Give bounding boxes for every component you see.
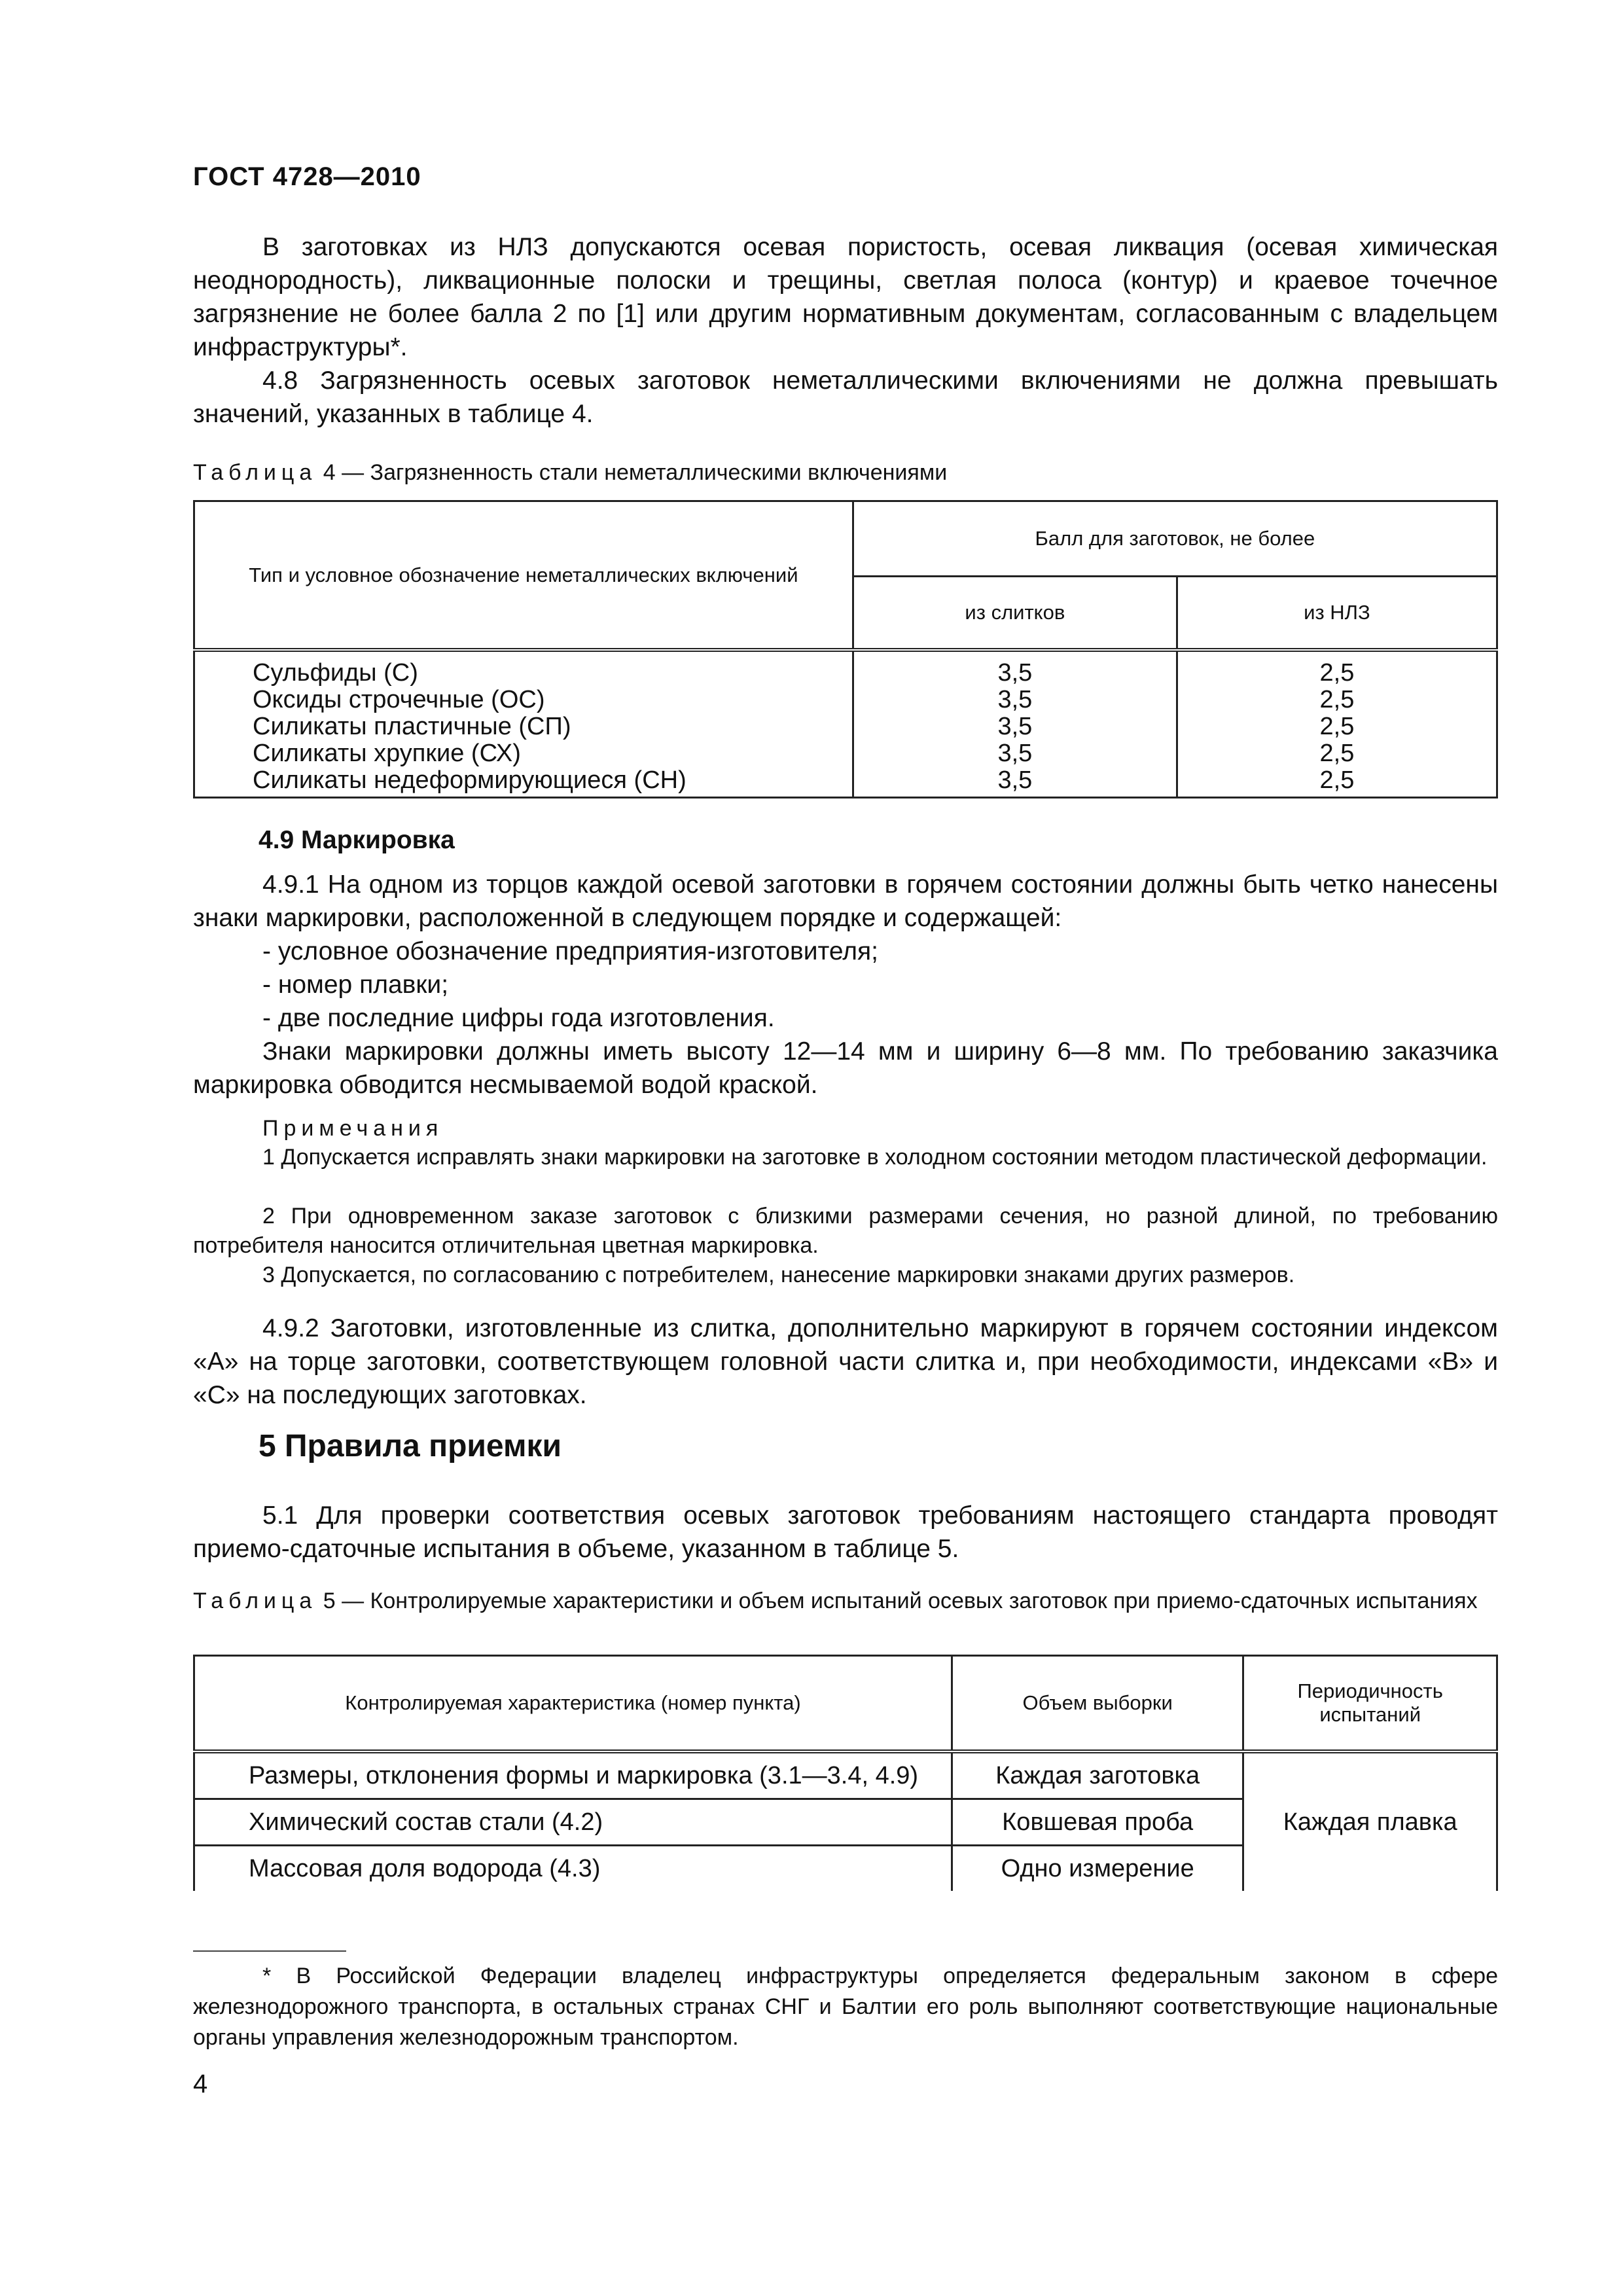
table-row-char: Размеры, отклонения формы и маркировка (3.1—3.4, 4.9) [194, 1751, 952, 1799]
note-2: 2 При одновременном заказе заготовок с близкими размерами сечения, но разной длиной, по требованию потребителя наносится отличительная цветная маркировка. [193, 1204, 1498, 1258]
table5-caption-prefix: Таблица [193, 1588, 317, 1613]
note-1: 1 Допускается исправлять знаки маркировки на заготовке в холодном состоянии методом пластической деформации. [262, 1145, 1488, 1170]
document-header: ГОСТ 4728—2010 [193, 162, 421, 191]
paragraph-4-9-1: 4.9.1 На одном из торцов каждой осевой заготовки в горячем состоянии должны быть четко нанесены знаки маркировки, расположенной в следующем порядке и содержащей: [193, 870, 1498, 932]
table-row-name: Сульфиды (С) [253, 659, 418, 687]
paragraph-5-1: 5.1 Для проверки соответствия осевых заготовок требованиям настоящего стандарта проводят приемо-сдаточные испытания в объеме, указанном в таблице 5. [193, 1501, 1498, 1563]
table4-caption-prefix: Таблица [193, 460, 317, 485]
footnote-divider [193, 1950, 346, 1952]
table-cell-nlz: 2,5 [1319, 740, 1355, 767]
table-cell-nlz: 2,5 [1319, 686, 1355, 713]
footnote: * В Российской Федерации владелец инфраструктуры определяется федеральным законом в сфере железнодорожного транспорта, в остальных странах СНГ и Балтии его роль выполняют соответствующие национальные органы управления железнодорожным транспортом. [193, 1964, 1498, 2050]
table-cell-nlz: 2,5 [1319, 659, 1355, 687]
list-item: - две последние цифры года изготовления. [262, 1004, 775, 1032]
table-cell-ingot: 3,5 [997, 686, 1033, 713]
page-number: 4 [193, 2070, 208, 2098]
paragraph-4-9-1-b: Знаки маркировки должны иметь высоту 12—14 мм и ширину 6—8 мм. По требованию заказчика маркировка обводится несмываемой водой краской. [193, 1037, 1498, 1099]
table4-nlz-values [1177, 650, 1497, 798]
table5-period-value: Каждая плавка [1243, 1751, 1497, 1891]
table-row-char: Массовая доля водорода (4.3) [194, 1846, 952, 1892]
table-cell-volume: Одно измерение [952, 1846, 1243, 1892]
section-5-title: 5 Правила приемки [259, 1429, 562, 1463]
intro-paragraph: В заготовках из НЛЗ допускаются осевая пористость, осевая ликвация (осевая химическая неоднородность), ликвационные полоски и трещины, светлая полоса (контур) и краевое точечное загрязнение не более балла 2 по [1] или другим нормативным документам, согласованным с владельцем инфраструктуры*. [193, 233, 1498, 361]
table-4 [193, 500, 1498, 798]
notes-title: Примечания [262, 1116, 444, 1141]
table4-header-type: Тип и условное обозначение неметаллических включений [194, 501, 853, 651]
table-row-name: Оксиды строчечные (ОС) [253, 686, 545, 713]
table-5 [193, 1655, 1498, 1891]
section-4-9-title: 4.9 Маркировка [259, 826, 455, 854]
list-item: - условное обозначение предприятия-изготовителя; [262, 937, 879, 965]
table4-caption [193, 458, 1498, 487]
table5-header-char: Контролируемая характеристика (номер пункта) [194, 1656, 952, 1752]
table-row-name: Силикаты недеформирующиеся (СН) [253, 766, 687, 794]
table-row-char: Химический состав стали (4.2) [194, 1799, 952, 1846]
list-item: - номер плавки; [262, 971, 449, 999]
paragraph-4-9-2: 4.9.2 Заготовки, изготовленные из слитка, дополнительно маркируют в горячем состоянии индексом «А» на торце заготовки, соответствующем головной части слитка и, при необходимости, индексами «В» и «С» на последующих заготовках. [193, 1314, 1498, 1409]
table-row-name: Силикаты пластичные (СП) [253, 713, 571, 740]
table-cell-volume: Каждая заготовка [952, 1751, 1243, 1799]
note-3: 3 Допускается, по согласованию с потребителем, нанесение маркировки знаками других размеров. [262, 1263, 1295, 1287]
table4-header-ingot: из слитков [853, 577, 1177, 651]
table5-caption-text: 5 — Контролируемые характеристики и объем испытаний осевых заготовок при приемо-сдаточных испытаниях [317, 1588, 1478, 1613]
table-cell-ingot: 3,5 [997, 659, 1033, 687]
table-cell-nlz: 2,5 [1319, 766, 1355, 794]
table-cell-volume: Ковшевая проба [952, 1799, 1243, 1846]
table4-names [194, 650, 853, 798]
table-cell-ingot: 3,5 [997, 740, 1033, 767]
table4-ingot-values [853, 650, 1177, 798]
table5-caption [193, 1587, 1498, 1615]
table4-header-ball: Балл для заготовок, не более [853, 501, 1497, 577]
table4-caption-text: 4 — Загрязненность стали неметаллическими включениями [317, 460, 948, 485]
table-cell-nlz: 2,5 [1319, 713, 1355, 740]
table-row-name: Силикаты хрупкие (СХ) [253, 740, 521, 767]
table5-header-volume: Объем выборки [952, 1656, 1243, 1752]
table-cell-ingot: 3,5 [997, 766, 1033, 794]
table-cell-ingot: 3,5 [997, 713, 1033, 740]
paragraph-4-8: 4.8 Загрязненность осевых заготовок неметаллическими включениями не должна превышать значений, указанных в таблице 4. [193, 367, 1498, 428]
table5-header-period: Периодичность испытаний [1243, 1656, 1497, 1752]
table4-header-nlz: из НЛЗ [1177, 577, 1497, 651]
marking-list [193, 935, 1498, 1035]
